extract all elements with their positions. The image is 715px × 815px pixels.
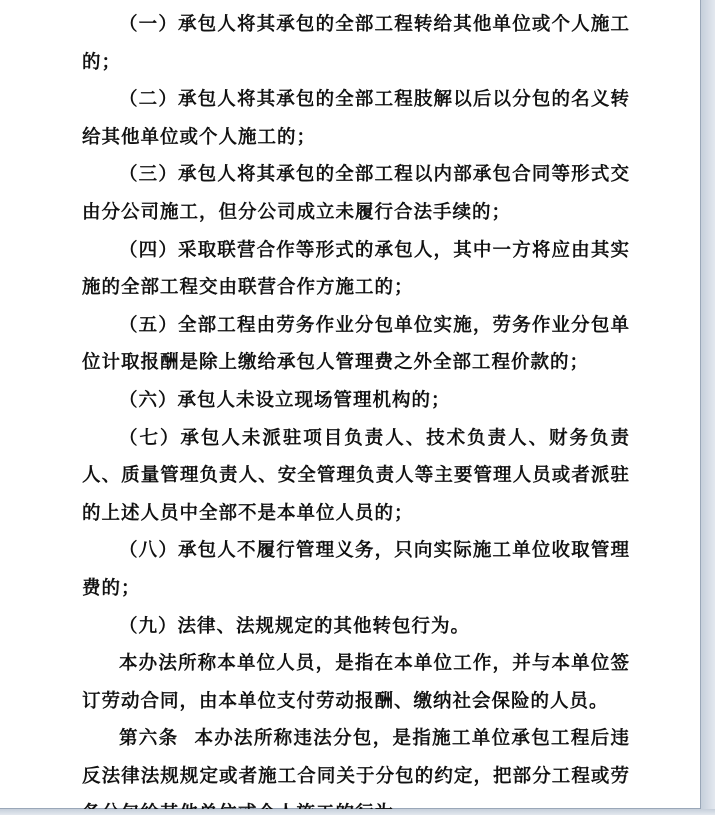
paragraph-item-2: （二）承包人将其承包的全部工程肢解以后以分包的名义转给其他单位或个人施工的； (82, 89, 630, 148)
paragraph-item-7: （七）承包人未派驻项目负责人、技术负责人、财务负责人、质量管理负责人、安全管理负责人等主要管理人员或者派驻的上述人员中全部不是本单位人员的； (82, 427, 630, 524)
article-6-paragraph (82, 720, 630, 815)
paragraph-item-8: （八）承包人不履行管理义务，只向实际施工单位收取管理费的； (82, 540, 630, 599)
paragraph-item-9: （九）法律、法规规定的其他转包行为。 (119, 615, 471, 637)
paragraph-item-6: （六）承包人未设立现场管理机构的； (119, 389, 451, 411)
paragraph-definition: 本办法所称本单位人员，是指在本单位工作，并与本单位签订劳动合同，由本单位支付劳动报酬、缴纳社会保险的人员。 (82, 653, 630, 712)
paragraph-item-1: （一）承包人将其承包的全部工程转给其他单位或个人施工的； (82, 14, 630, 73)
paragraph-item-4: （四）采取联营合作等形式的承包人，其中一方将应由其实施的全部工程交由联营合作方施工的； (82, 239, 630, 299)
article-text: 本办法所称违法分包，是指施工单位承包工程后违反法律法规规定或者施工合同关于分包的约定，把部分工程或劳 (82, 728, 630, 787)
article-number: 第六条 (119, 728, 179, 750)
viewer-background-right (701, 0, 715, 815)
paragraph-item-3: （三）承包人将其承包的全部工程以内部承包合同等形式交由分公司施工，但分公司成立未履行合法手续的； (82, 164, 630, 223)
paragraph-item-5: （五）全部工程由劳务作业分包单位实施，劳务作业分包单位计取报酬是除上缴给承包人管理费之外全部工程价款的； (82, 314, 630, 374)
document-body (82, 6, 630, 815)
viewer-background-bottom (0, 809, 715, 815)
